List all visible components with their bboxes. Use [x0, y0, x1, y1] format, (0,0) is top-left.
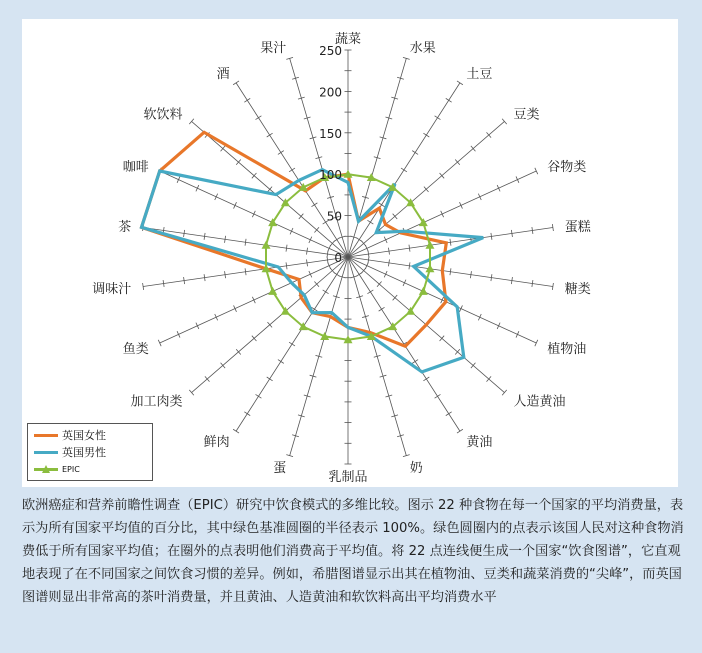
legend-swatch-epic [34, 463, 58, 475]
radar-tick [233, 429, 239, 433]
radial-tick-label: 100 [319, 168, 342, 183]
radar-tick [552, 283, 553, 290]
radar-tick [196, 185, 199, 191]
radar-tick [446, 98, 452, 102]
radar-tick [441, 297, 444, 303]
radar-tick [204, 233, 205, 240]
radar-tick [278, 360, 284, 364]
radial-tick-label: 50 [326, 209, 342, 224]
radar-tick [532, 280, 533, 287]
radar-tick [511, 230, 512, 237]
radar-tick [435, 116, 441, 120]
radar-tick [491, 274, 492, 281]
legend-label-female: 英国女性 [62, 429, 106, 442]
category-label: 咖啡 [122, 160, 149, 176]
radar-tick [225, 236, 226, 243]
radar-tick [143, 283, 144, 290]
radar-tick [409, 262, 410, 269]
radar-tick [532, 227, 533, 234]
category-label: 乳制品 [328, 470, 368, 485]
radar-tick [256, 394, 262, 398]
legend-item-epic [34, 461, 80, 477]
radar-tick [196, 323, 199, 329]
radar-tick [412, 360, 418, 364]
radar-tick [244, 98, 250, 102]
radar-tick [367, 290, 373, 294]
category-label: 调味汁 [92, 282, 132, 298]
radar-tick [450, 268, 451, 275]
radar-tick [215, 194, 218, 200]
radar-tick [289, 168, 295, 172]
radar-tick [184, 277, 185, 284]
radar-tick [401, 168, 407, 172]
figure-caption: 欧洲癌症和营养前瞻性调查（EPIC）研究中饮食模式的多维比较。图示 22 种食物在每一个国家的平均消费量，表示为所有国家平均值的百分比，其中绿色基准圆圈的半径表示 100%。绿色圆圈内的点表示该国人民对这种食物消费低于所有国家平均值；在圈外的点表明他们消费高于平均值。将 22 点连线便生成一个国家“饮食图谱”，它直观地表现了在不同国家之间饮食习惯的差异。例如，希腊图谱显示出其在植物油、豆类和蔬菜消费的“尖峰”，而英国图谱则显出非常高的茶叶消费量，并且黄油、人造黄油和软饮料高出平均消费水平 [22, 498, 684, 605]
category-label: 鲜肉 [203, 435, 230, 451]
legend-swatch-male [34, 446, 58, 458]
radar-tick [309, 237, 312, 243]
category-label: 鱼类 [122, 341, 149, 357]
radar-tick [511, 277, 512, 284]
radial-tick-label: 150 [319, 126, 342, 141]
radar-tick [311, 203, 317, 207]
radar-tick [309, 271, 312, 277]
radar-tick [245, 239, 246, 246]
radar-tick [460, 202, 463, 208]
radar-tick [516, 176, 519, 182]
radar-tick [307, 259, 308, 266]
radar-tick [245, 268, 246, 275]
radar-tick [379, 203, 385, 207]
epic-point-marker [268, 287, 277, 295]
radar-tick [158, 340, 161, 346]
category-label: 糖类 [564, 282, 591, 298]
category-label: 加工肉类 [130, 394, 183, 410]
radar-tick [403, 280, 406, 286]
radial-tick-label: 0 [334, 251, 342, 265]
radar-tick [470, 271, 471, 278]
category-label: 奶 [409, 461, 423, 477]
radar-tick [460, 305, 463, 311]
radar-tick [535, 168, 538, 174]
radar-tick [384, 271, 387, 277]
radar-tick [290, 228, 293, 234]
radar-tick [457, 429, 463, 433]
radar-tick [412, 151, 418, 155]
radial-tick-label: 250 [319, 44, 342, 58]
legend-item-male [34, 444, 106, 460]
radar-tick [252, 211, 255, 217]
radar-tick [552, 224, 553, 231]
legend-label-epic: EPIC [62, 464, 80, 474]
legend-swatch-female [34, 429, 58, 441]
radar-tick [478, 194, 481, 200]
radar-tick [233, 81, 239, 85]
radar-tick [379, 307, 385, 311]
category-label: 植物油 [547, 341, 587, 357]
radar-tick [457, 81, 463, 85]
legend-label-male: 英国男性 [62, 446, 106, 459]
radar-tick [256, 116, 262, 120]
radar-tick [252, 297, 255, 303]
radar-tick [323, 290, 329, 294]
category-label: 茶 [118, 219, 132, 235]
category-label: 谷物类 [547, 160, 587, 176]
radar-tick [384, 237, 387, 243]
category-label: 豆类 [513, 107, 540, 123]
radar-tick [163, 280, 164, 287]
radar-tick [286, 262, 287, 269]
radar-tick [177, 176, 180, 182]
radar-tick [215, 314, 218, 320]
radar-tick [446, 412, 452, 416]
category-label: 人造黄油 [513, 394, 566, 410]
epic-point-marker [419, 287, 428, 295]
radar-tick [497, 323, 500, 329]
radar-tick [535, 340, 538, 346]
radar-tick [267, 377, 273, 381]
chart-panel [22, 19, 678, 487]
radar-tick [491, 233, 492, 240]
radar-tick [184, 230, 185, 237]
radar-tick [177, 331, 180, 337]
radar-tick [450, 239, 451, 246]
radar-tick [225, 271, 226, 278]
category-label: 水果 [409, 40, 436, 56]
radar-chart [22, 19, 678, 487]
radar-tick [516, 331, 519, 337]
radar-tick [289, 342, 295, 346]
category-label: 蛋糕 [564, 219, 591, 235]
radar-tick [388, 259, 389, 266]
radar-tick [234, 305, 237, 311]
category-label: 土豆 [466, 66, 493, 82]
category-label: 黄油 [466, 435, 493, 451]
radar-tick [204, 274, 205, 281]
radar-tick [409, 245, 410, 252]
radar-tick [441, 211, 444, 217]
radar-tick [267, 133, 273, 137]
radar-tick [388, 248, 389, 255]
radar-tick [278, 151, 284, 155]
category-label: 蛋 [273, 461, 287, 477]
legend [27, 423, 153, 481]
radar-tick [435, 394, 441, 398]
category-label: 软饮料 [143, 107, 183, 123]
legend-item-female [34, 427, 106, 443]
radar-tick [286, 245, 287, 252]
category-label: 蔬菜 [334, 32, 362, 47]
radar-tick [423, 377, 429, 381]
category-label: 果汁 [260, 40, 287, 56]
radar-tick [423, 133, 429, 137]
radar-tick [497, 185, 500, 191]
radar-tick [367, 220, 373, 224]
radar-tick [478, 314, 481, 320]
radar-tick [234, 202, 237, 208]
category-label: 酒 [216, 66, 230, 82]
radial-tick-label: 200 [319, 85, 342, 100]
radar-tick [307, 248, 308, 255]
radar-tick [244, 412, 250, 416]
